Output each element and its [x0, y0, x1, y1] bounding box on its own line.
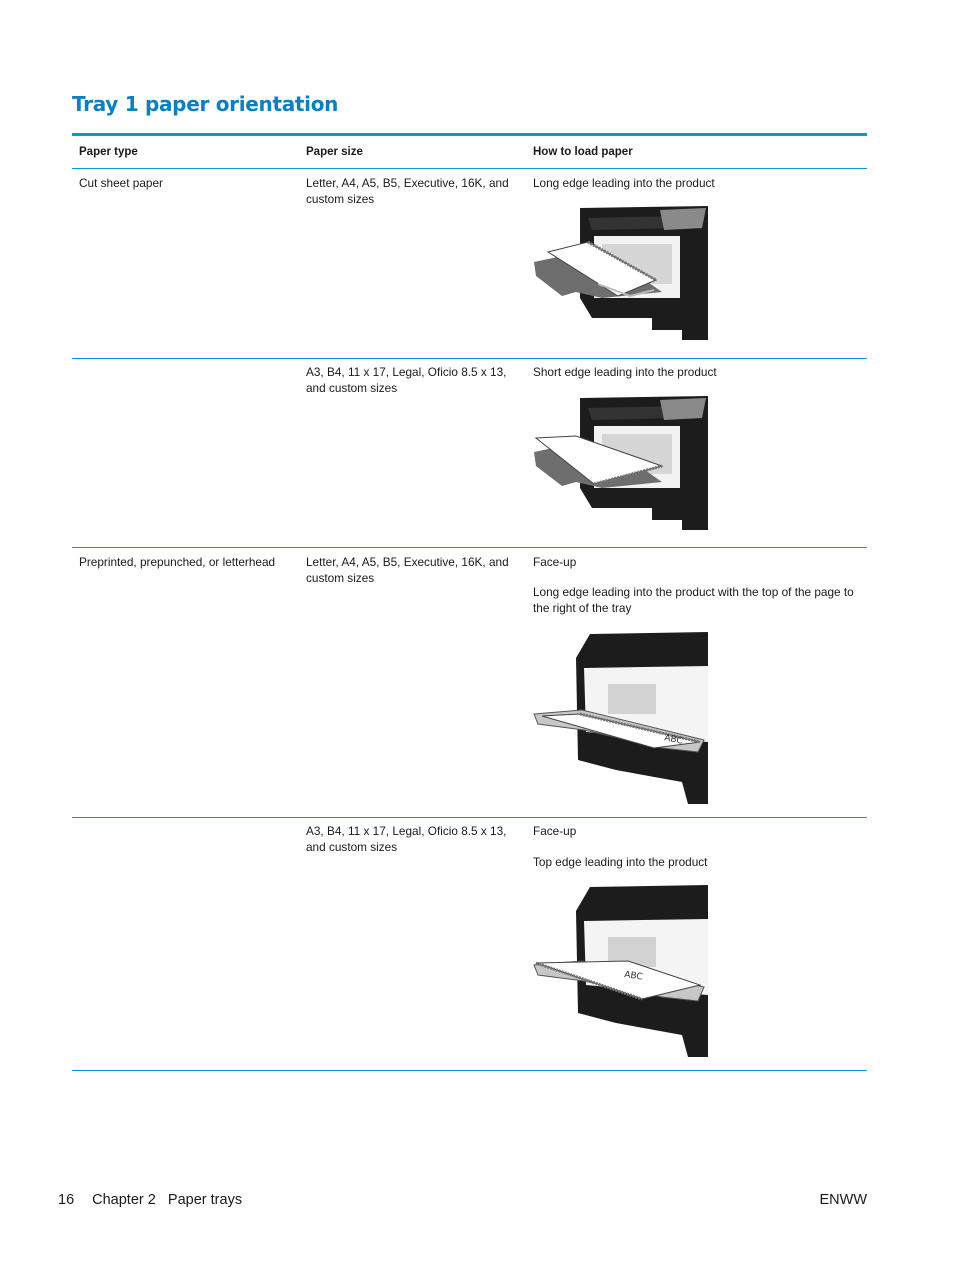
row2-divider	[72, 547, 867, 548]
column-header-how-to-load: How to load paper	[533, 146, 633, 158]
row3-instruction-detail: Long edge leading into the product with the top of the page to the right of the tray	[533, 585, 854, 615]
header-divider	[72, 168, 867, 169]
svg-text:ABC: ABC	[663, 733, 684, 747]
row1-paper-type: Cut sheet paper	[79, 176, 163, 190]
chapter-label: Chapter 2	[92, 1192, 156, 1208]
row2-paper-size: A3, B4, 11 x 17, Legal, Oficio 8.5 x 13, and custom sizes	[306, 365, 507, 395]
page-number: 16	[58, 1192, 75, 1208]
row2-instruction: Short edge leading into the product	[533, 365, 717, 379]
printer-tray1-long-edge-illustration	[532, 206, 708, 340]
table-bottom-rule	[72, 1070, 867, 1071]
row3-paper-type: Preprinted, prepunched, or letterhead	[79, 555, 276, 569]
row1-paper-size: Letter, A4, A5, B5, Executive, 16K, and custom sizes	[306, 176, 509, 206]
row3-divider	[72, 817, 867, 818]
printer-tray1-faceup-top-edge-illustration	[532, 885, 708, 1057]
table-top-rule	[72, 133, 867, 136]
row1-instruction: Long edge leading into the product	[533, 176, 715, 190]
svg-text:ABC: ABC	[623, 970, 644, 983]
row1-divider	[72, 358, 867, 359]
section-label: Paper trays	[167, 1192, 243, 1208]
printer-tray1-short-edge-illustration	[532, 396, 708, 530]
row3-paper-size: Letter, A4, A5, B5, Executive, 16K, and custom sizes	[306, 555, 509, 585]
footer-code: ENWW	[819, 1192, 867, 1208]
row4-instruction-face-up: Face-up	[533, 824, 577, 838]
page-title: Tray 1 paper orientation	[72, 92, 339, 116]
row4-paper-size: A3, B4, 11 x 17, Legal, Oficio 8.5 x 13, and custom sizes	[306, 824, 507, 854]
printer-tray1-faceup-long-edge-illustration	[532, 632, 708, 804]
column-header-paper-size: Paper size	[306, 146, 363, 158]
column-header-paper-type: Paper type	[79, 146, 138, 158]
row4-instruction-detail: Top edge leading into the product	[533, 855, 708, 869]
footer-left	[58, 1192, 242, 1208]
row3-instruction-face-up: Face-up	[533, 555, 577, 569]
